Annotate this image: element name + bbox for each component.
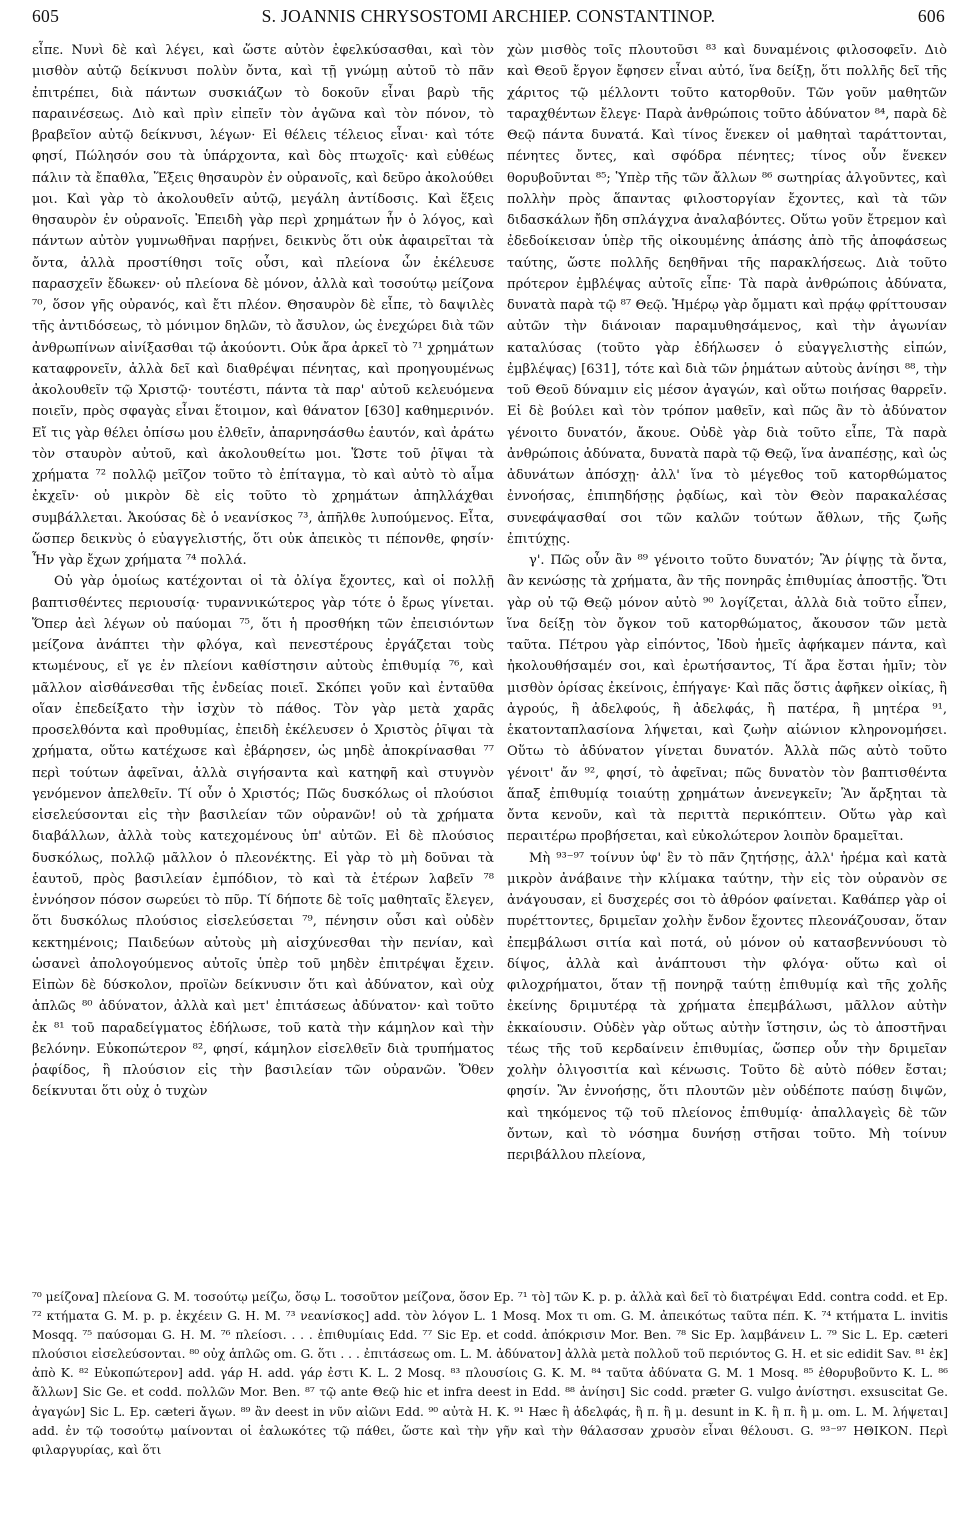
left-column	[32, 40, 494, 1103]
paragraph: χὼν μισθὸς τοῖς πλουτοῦσι ⁸³ καὶ δυναμένοις φιλοσοφεῖν. Διὸ καὶ Θεοῦ ἔργον ἔφησεν εἶναι αὐτό, ἵνα δείξῃ, ὅτι πολλῆς δεῖ τῆς χάριτος τῷ μέλλοντι τοῦτο κατορθοῦν. Τῶν γοῦν μαθητῶν ταραχθέντων ἔλεγε· Παρὰ ἀνθρώποις τοῦτο ἀδύνατον ⁸⁴, παρὰ δὲ Θεῷ πάντα δυνατά. Καὶ τίνος ἕνεκεν οἱ μαθηταὶ ταράττονται, πένητες ὄντες, καὶ σφόδρα πένητες; τίνος οὖν ἕνεκεν θορυβοῦνται ⁸⁵; Ὑπὲρ τῆς τῶν ἄλλων ⁸⁶ σωτηρίας ἀλγοῦντες, καὶ πολλὴν πρὸς ἅπαντας φιλοστοργίαν ἔχοντες, καὶ τὰ τῶν διδασκάλων ἤδη σπλάγχνα ἀναλαβόντες. Οὕτω γοῦν ἔτρεμον καὶ ἐδεδοίκεισαν ὑπὲρ τῆς οἰκουμένης ἁπάσης ἀπὸ τῆς ἀποφάσεως ταύτης, ὥστε πολλῆς δεηθῆναι τῆς παρακλήσεως. Διὰ τοῦτο πρότερον ἐμβλέψας αὐτοῖς εἶπε· Τὰ παρὰ ἀνθρώποις ἀδύνατα, δυνατὰ παρὰ τῷ ⁸⁷ Θεῷ. Ἡμέρῳ γὰρ ὄμματι καὶ πρᾴῳ φρίττουσαν αὐτῶν τὴν διάνοιαν παραμυθησάμενος, καὶ τὴν ἀγωνίαν καταλύσας (τοῦτο γὰρ ἐδήλωσεν ὁ εὐαγγελιστὴς εἰπών, ἐμβλέψας) [631], τότε καὶ διὰ τῶν ῥημάτων αὐτοὺς ἀνίησι ⁸⁸, τὴν τοῦ Θεοῦ δύναμιν εἰς μέσον ἀγαγών, καὶ οὕτω ποιήσας θαρρεῖν. Εἰ δὲ βούλει καὶ τὸν τρόπον μαθεῖν, καὶ πῶς ἂν τὸ ἀδύνατον γένοιτο δυνατόν, ἄκουε. Οὐδὲ γὰρ διὰ τοῦτο εἶπε, Τὰ παρὰ ἀνθρώποις ἀδύνατα, δυνατὰ παρὰ τῷ Θεῷ, ἵνα ἀναπέσῃς, καὶ ὡς ἀδυνάτων ἀπόσχῃ· ἀλλ' ἵνα τὸ μέγεθος τοῦ κατορθώματος ἐννοήσας, ἐπιπηδήσῃς ῥᾳδίως, καὶ τὸν Θεὸν παρακαλέσας συνεφάψασθαί σοι τῶν καλῶν τούτων ἄθλων, τῆς ζωῆς ἐπιτύχῃς.	[507, 43, 947, 547]
footnotes	[32, 1288, 948, 1460]
paragraph: Μὴ ⁹³⁻⁹⁷ τοίνυν ὑφ' ἓν τὸ πᾶν ζητήσῃς, ἀλλ' ἠρέμα καὶ κατὰ μικρὸν ἀνάβαινε τὴν κλίμακα ταύτην, τὴν εἰς τὸν οὐρανὸν σε ἀνάγουσαν, εἰ δυσχερές σοι τὸ ἀθρόον φαίνεται. Καθάπερ γὰρ οἱ πυρέττοντες, δριμεῖαν χολὴν ἔνδον ἔχοντες πλεονάζουσαν, ὅταν ἐπεμβάλωσι σιτία καὶ ποτά, οὐ μόνον οὐ κατασβεννύουσι τὸ δίψος, ἀλλὰ καὶ ἀνάπτουσι τὴν φλόγα· οὕτω καὶ οἱ φιλοχρήματοι, ὅταν τῇ πονηρᾷ ταύτῃ ἐπιθυμίᾳ καὶ τῆς χολῆς ἐκείνης δριμυτέρᾳ τὰ χρήματα ἐπεμβάλωσι, μᾶλλον αὐτὴν ἐκκαίουσιν. Οὐδὲν γὰρ οὕτως αὐτὴν ἵστησιν, ὡς τὸ ἀποστῆναι τέως τῆς τοῦ κερδαίνειν ἐπιθυμίας, ὥσπερ οὖν τὴν δριμεῖαν χολὴν ὀλιγοσιτία καὶ κένωσις. Τοῦτο δὲ αὐτὸ πόθεν ἔσται; φησίν. Ἂν ἐννοήσῃς, ὅτι πλουτῶν μὲν οὐδέποτε παύσῃ διψῶν, καὶ τηκόμενος τῷ τοῦ πλείονος ἐπιθυμίᾳ· ἀπαλλαγεὶς δὲ τῶν ὄντων, καὶ τὸ νόσημα δυνήσῃ στῆσαι τοῦτο. Μὴ τοίνυν περιβάλλου πλείονα,	[507, 850, 947, 1163]
footnote-text: ⁷⁰ μείζονα] πλείονα G. M. τοσούτῳ μείζω, ὅσῳ L. τοσοῦτον μείζονα, ὅσον Ep. ⁷¹ τὸ] τῶν K. p. p. ἀλλὰ καὶ δεῖ τὸ διατρέψαι Edd. contra codd. et Ep. ⁷² κτήματα G. M. p. p. ἐκχέειν G. H. M. ⁷³ νεανίσκος] add. τὸν λόγον L. 1 Mosq. Mox τι om. G. M. ἀπεικότως ταῦτα πέπ. K. ⁷⁴ κτήματα L. invitis Mosqq. ⁷⁵ παύσομαι G. H. M. ⁷⁶ πλείοσι. . . . ἐπιθυμίαις Edd. ⁷⁷ Sic Ep. et codd. ἀπόκρισιν Mor. Ben. ⁷⁸ Sic Ep. λαμβάνειν L. ⁷⁹ Sic L. Ep. cæteri πλούσιοι εἰσελεύσονται. ⁸⁰ οὐχ ἁπλῶς om. G. ὅτι . . . ἐπιτάσεως om. L. M. ἀδύνατον] ἀλλὰ μετὰ πολλοῦ τοῦ περιόντος G. H. et sic edidit Sav. ⁸¹ ἐκ] ἀπὸ K. ⁸² Εὐκοπώτερον] add. γάρ H. add. γάρ ἐστι K. L. 2 Mosq. ⁸³ πλουσίοις G. K. M. ⁸⁴ ταῦτα ἀδύνατα G. M. 1 Mosq. ⁸⁵ ἐθορυβοῦντο K. L. ⁸⁶ ἄλλων] Sic Ge. et codd. πολλῶν Mor. Ben. ⁸⁷ τῷ ante Θεῷ hic et infra deest in Edd. ⁸⁸ ἀνίησι] Sic codd. præter G. vulgo ἀνίστησι. exsuscitat Ge. ἀγαγών] Sic L. Ep. cæteri ἄγων. ⁸⁹ ἂν deest in νῦν αἰῶνι Edd. ⁹⁰ αὐτὰ H. K. ⁹¹ Hæc ἢ ἀδελφάς, ἢ π. ἢ μ. desunt in K. ἢ π. ἢ μ. om. L. M. λήψεται] add. ἐν τῷ τοσούτῳ μαίνονται οἱ ἑαλωκότες τῷ πάθει, ὥστε καὶ τὴν γῆν καὶ τὴν θάλασσαν χρυσὸν εἶναι θέλουσι. G. ⁹³⁻⁹⁷ ΗΘΙΚΟΝ. Περὶ φιλαργυρίας, καὶ ὅτι	[32, 1290, 948, 1457]
page-number-left: 605	[32, 6, 60, 26]
paragraph: εἶπε. Νυνὶ δὲ καὶ λέγει, καὶ ὥστε αὐτὸν ἐφελκύσασθαι, καὶ τὸν μισθὸν αὐτῷ δείκνυσι πολὺν ὄντα, καὶ τῇ γνώμῃ αὐτοῦ τὸ πᾶν ἐπιτρέπει, διὰ πάντων συσκιάζων τὸ δοκοῦν εἶναι βαρὺ τῆς παραινέσεως. Διὸ καὶ πρὶν εἰπεῖν τὸν ἀγῶνα καὶ τὸν πόνον, τὸ βραβεῖον αὐτῷ δείκνυσι, λέγων· Εἰ θέλεις τέλειος εἶναι· καὶ τότε φησί, Πώλησόν σου τὰ ὑπάρχοντα, καὶ δὸς πτωχοῖς· καὶ εὐθέως πάλιν τὰ ἔπαθλα, Ἕξεις θησαυρὸν ἐν οὐρανοῖς, καὶ δεῦρο ἀκολούθει μοι. Καὶ γὰρ τὸ ἀκολουθεῖν αὐτῷ, μεγάλη ἀντίδοσις. Καὶ ἕξεις θησαυρὸν ἐν οὐρανοῖς. Ἐπειδὴ γὰρ περὶ χρημάτων ἦν ὁ λόγος, καὶ πάντων αὐτὸν γυμνωθῆναι παρῄνει, δεικνὺς ὅτι οὐκ ἀφαιρεῖται τὰ ὄντα, ἀλλὰ προστίθησι τοῖς οὖσι, καὶ πλείονα ὧν ἐκέλευσε παρασχεῖν ἔδωκεν· οὐ πλείονα δὲ μόνον, ἀλλὰ καὶ τοσούτῳ μείζονα ⁷⁰, ὅσον γῆς οὐρανός, καὶ ἔτι πλέον. Θησαυρὸν δὲ εἶπε, τὸ δαψιλὲς τῆς ἀντιδόσεως, τὸ μόνιμον δηλῶν, τὸ ἄσυλον, ὡς ἐνεχώρει διὰ τῶν ἀνθρωπίνων αἰνίξασθαι τῷ ἀκούοντι. Οὐκ ἄρα ἀρκεῖ τὸ ⁷¹ χρημάτων καταφρονεῖν, ἀλλὰ δεῖ καὶ διαθρέψαι πένητας, καὶ προηγουμένως ἀκολουθεῖν τῷ Χριστῷ· τουτέστι, πάντα τὰ παρ' αὐτοῦ κελευόμενα ποιεῖν, πρὸς σφαγὰς εἶναι ἕτοιμον, καὶ θάνατον [630] καθημερινόν. Εἴ τις γὰρ θέλει ὀπίσω μου ἐλθεῖν, ἀπαρνησάσθω ἑαυτόν, καὶ ἀράτω τὸν σταυρὸν αὐτοῦ, καὶ ἀκολουθείτω μοι. Ὥστε τοῦ ῥῖψαι τὰ χρήματα ⁷² πολλῷ μεῖζον τοῦτο τὸ ἐπίταγμα, τὸ καὶ αὐτὸ τὸ αἷμα ἐκχεῖν· οὐ μικρὸν δὲ εἰς τοῦτο τὸ χρημάτων ἀπηλλάχθαι συμβάλλεται. Ἀκούσας δὲ ὁ νεανίσκος ⁷³, ἀπῆλθε λυπούμενος. Εἶτα, ὥσπερ δεικνὺς ὁ εὐαγγελιστής, ὅτι οὐκ ἀπεικὸς τι πέπονθε, φησίν· Ἦν γὰρ ἔχων χρήματα ⁷⁴ πολλά.	[32, 43, 494, 568]
paragraph: γ'. Πῶς οὖν ἂν ⁸⁹ γένοιτο τοῦτο δυνατόν; Ἂν ῥίψῃς τὰ ὄντα, ἂν κενώσῃς τὰ χρήματα, ἂν τῆς πονηρᾶς ἐπιθυμίας ἀποστῇς. Ὅτι γὰρ οὐ τῷ Θεῷ μόνον αὐτὸ ⁹⁰ λογίζεται, ἀλλὰ διὰ τοῦτο εἶπεν, ἵνα δείξῃ τὸν ὄγκον τοῦ κατορθώματος, ἄκουσον τῶν μετὰ ταῦτα. Πέτρου γὰρ εἰπόντος, Ἰδοὺ ἡμεῖς ἀφήκαμεν πάντα, καὶ ἠκολουθήσαμέν σοι, καὶ ἐρωτήσαντος, Τί ἄρα ἔσται ἡμῖν; τὸν μισθὸν ὁρίσας ἐκείνοις, ἐπήγαγε· Καὶ πᾶς ὅστις ἀφῆκεν οἰκίας, ἢ ἀγρούς, ἢ ἀδελφούς, ἢ ἀδελφάς, ἢ πατέρα, ἢ μητέρα ⁹¹, ἑκατονταπλασίονα λήψεται, καὶ ζωὴν αἰώνιον κληρονομήσει. Οὕτω τὸ ἀδύνατον γίνεται δυνατόν. Ἀλλὰ πῶς αὐτὸ τοῦτο γένοιτ' ἄν ⁹², φησί, τὸ ἀφεῖναι; πῶς δυνατὸν τὸν βαπτισθέντα ἅπαξ ἐπιθυμίᾳ τοιαύτῃ χρημάτων ἀνενεγκεῖν; Ἂν ἄρξηται τὰ ὄντα κενοῦν, καὶ τὰ περιττὰ περικόπτειν. Οὕτω γὰρ καὶ περαιτέρω προβήσεται, καὶ εὐκολώτερον λοιπὸν δραμεῖται.	[507, 553, 947, 845]
page-number-right: 606	[917, 6, 945, 26]
paragraph: Οὐ γὰρ ὁμοίως κατέχονται οἱ τὰ ὀλίγα ἔχοντες, καὶ οἱ πολλῇ βαπτισθέντες περιουσίᾳ· τυραννικώτερος γὰρ τότε ὁ ἔρως γίνεται. Ὅπερ ἀεὶ λέγων οὐ παύομαι ⁷⁵, ὅτι ἡ προσθήκη τῶν ἐπεισιόντων μείζονα ἀνάπτει τὴν φλόγα, καὶ πενεστέρους ἐργάζεται τοὺς κτωμένους, εἴ γε ἐν πλείονι καθίστησιν αὐτοὺς ἐπιθυμίᾳ ⁷⁶, καὶ μᾶλλον αἰσθάνεσθαι τῆς ἐνδείας ποιεῖ. Σκόπει γοῦν καὶ ἐνταῦθα οἵαν ἐπεδείξατο τὴν ἰσχὺν τὸ πάθος. Τὸν γὰρ μετὰ χαρᾶς προσελθόντα καὶ προθυμίας, ἐπειδὴ ἐκέλευσεν ὁ Χριστὸς ῥῖψαι τὰ χρήματα, οὕτω κατέχωσε καὶ ἐβάρησεν, ὡς μηδὲ ἀποκρίνασθαι ⁷⁷ περὶ τούτων ἀφεῖναι, ἀλλὰ σιγήσαντα καὶ κατηφῆ καὶ στυγνὸν γενόμενον ἀπελθεῖν. Τί οὖν ὁ Χριστός; Πῶς δυσκόλως οἱ πλούσιοι εἰσελεύσονται εἰς τὴν βασιλείαν τῶν οὐρανῶν! οὐ τὰ χρήματα διαβάλλων, ἀλλὰ τοὺς κατεχομένους ὑπ' αὐτῶν. Εἰ δὲ πλούσιος δυσκόλως, πολλῷ μᾶλλον ὁ πλεονέκτης. Εἰ γὰρ τὸ μὴ δοῦναι τὰ ἑαυτοῦ, πρὸς βασιλείαν ἐμπόδιον, τὸ καὶ τὰ ἑτέρων λαβεῖν ⁷⁸ ἐννόησον πόσον σωρεύει τὸ πῦρ. Τί δήποτε δὲ τοῖς μαθηταῖς ἔλεγεν, ὅτι δυσκόλως πλούσιος εἰσελεύσεται ⁷⁹, πένησιν οὖσι καὶ οὐδὲν κεκτημένοις; Παιδεύων αὐτοὺς μὴ αἰσχύνεσθαι τὴν πενίαν, καὶ ὡσανεὶ ἀπολογούμενος αὐτοῖς ὑπὲρ τοῦ μηδὲν ἐπιτρέψαι ἔχειν. Εἰπὼν δὲ δύσκολον, προϊὼν δείκνυσιν ὅτι καὶ ἀδύνατον, καὶ οὐχ ἁπλῶς ⁸⁰ ἀδύνατον, ἀλλὰ καὶ μετ' ἐπιτάσεως ἀδύνατον· καὶ τοῦτο ἐκ ⁸¹ τοῦ παραδείγματος ἐδήλωσε, τοῦ κατὰ τὴν κάμηλον καὶ τὴν βελόνην. Εὐκοπώτερον ⁸², φησί, κάμηλον εἰσελθεῖν διὰ τρυπήματος ῥαφίδος, ἢ πλούσιον εἰς τὴν βασιλείαν τῶν οὐρανῶν. Ὅθεν δείκνυται ὅτι οὐχ ὁ τυχὼν	[32, 574, 494, 1100]
running-title: S. JOANNIS CHRYSOSTOMI ARCHIEP. CONSTANTINOP.	[261, 6, 716, 26]
right-column	[507, 40, 947, 1166]
running-head	[32, 6, 945, 32]
